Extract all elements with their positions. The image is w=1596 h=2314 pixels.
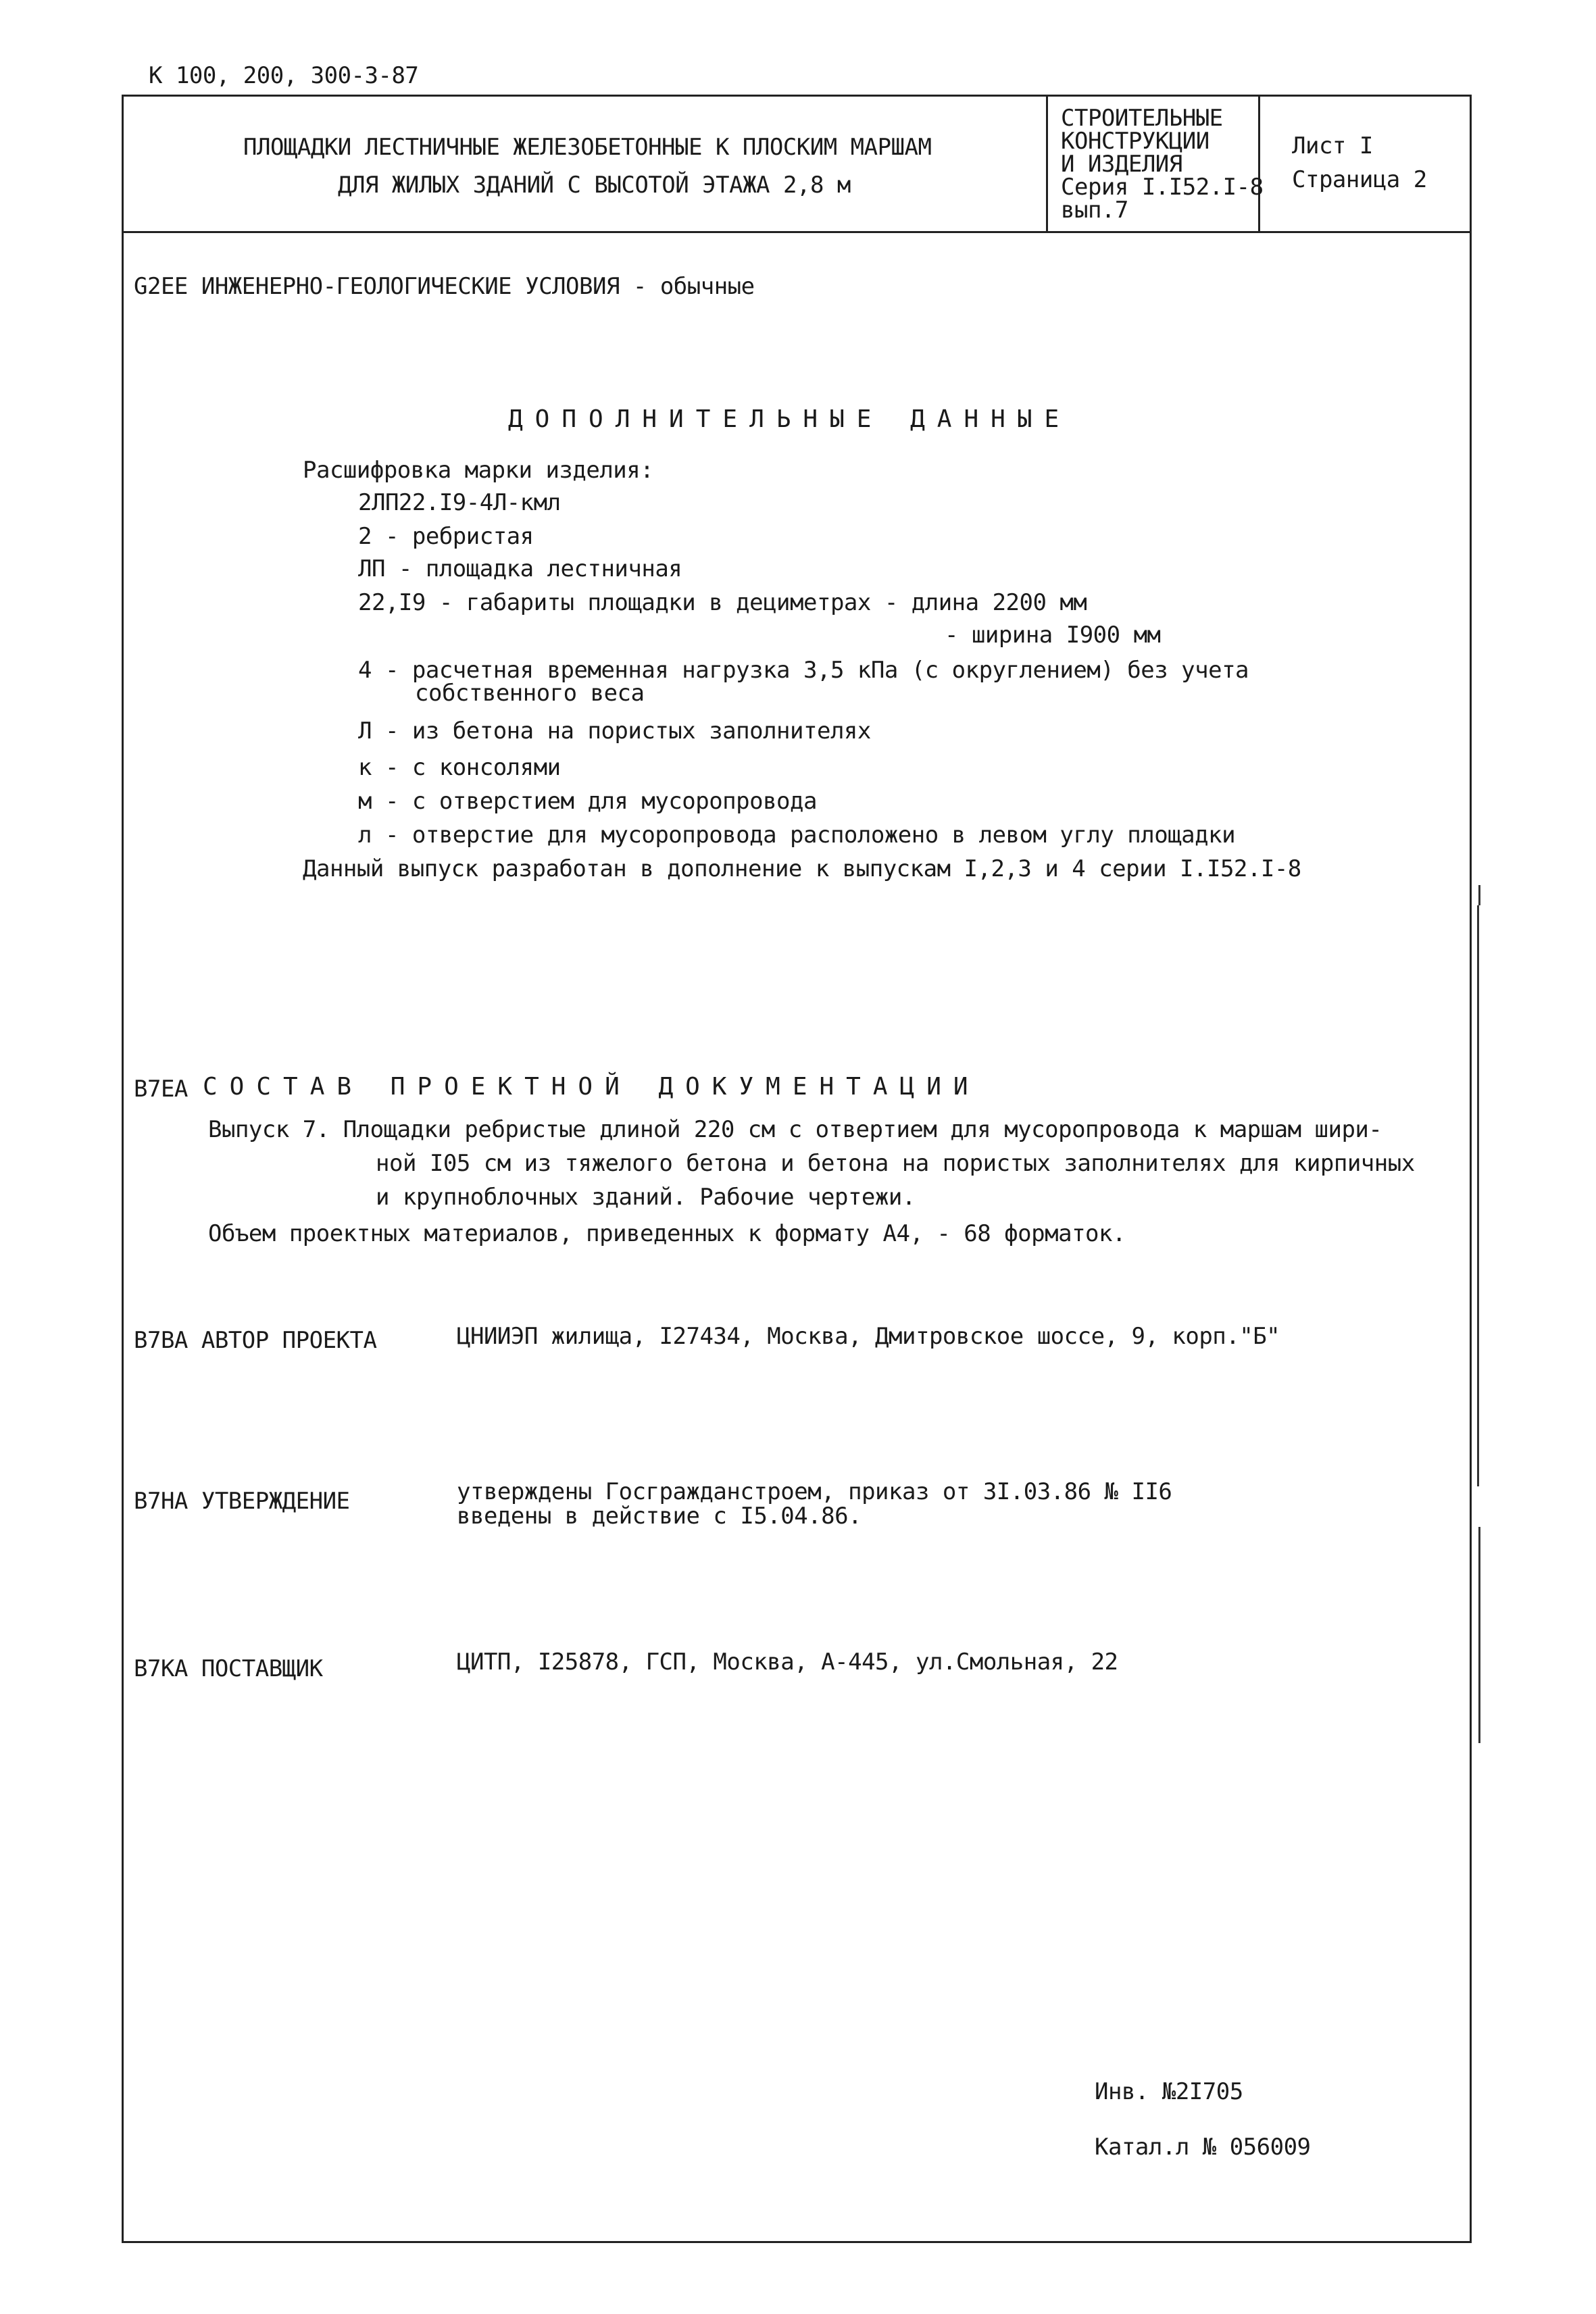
series-number: Серия I.I52.I-8 <box>1061 174 1264 201</box>
scan-edge-mark <box>1477 905 1479 1486</box>
mark-item: Л - из бетона на пористых заполнителях <box>358 718 871 745</box>
approval-line1: утверждены Госгражданстроем, приказ от 3I.03.86 № II6 <box>457 1478 1172 1505</box>
supplier-value: ЦИТП, I25878, ГСП, Москва, А-445, ул.Смольная, 22 <box>457 1649 1118 1676</box>
supplier-label: B7KA ПОСТАВЩИК <box>134 1655 323 1682</box>
mark-item: л - отверстие для мусоропровода расположено в левом углу площадки <box>358 822 1236 849</box>
catalog-number: Катал.л № 056009 <box>1095 2134 1311 2161</box>
mark-item: 22,I9 - габариты площадки в дециметрах - длина 2200 мм <box>358 589 1087 616</box>
issue-number: вып.7 <box>1061 197 1128 224</box>
scan-edge-mark <box>1478 1527 1480 1743</box>
header-divider-1 <box>1046 95 1048 232</box>
mark-item: м - с отверстием для мусоропровода <box>358 788 817 815</box>
composition-heading: СОСТАВ ПРОЕКТНОЙ ДОКУМЕНТАЦИИ <box>203 1073 980 1101</box>
composition-line1: Выпуск 7. Площадки ребристые длиной 220 см с отвертием для мусоропровода к маршам шири- <box>208 1116 1382 1143</box>
mark-item: 4 - расчетная временная нагрузка 3,5 кПа (с округлением) без учета <box>358 657 1249 684</box>
author-value: ЦНИИЭП жилища, I27434, Москва, Дмитровское шоссе, 9, корп."Б" <box>457 1323 1280 1350</box>
composition-code: B7EA <box>134 1076 188 1103</box>
document-code: К 100, 200, 300-3-87 <box>149 62 419 89</box>
category-line1: СТРОИТЕЛЬНЫЕ <box>1061 105 1223 132</box>
product-mark: 2ЛП22.I9-4Л-кмл <box>358 489 561 516</box>
mark-item: собственного веса <box>415 680 645 707</box>
mark-decoding-label: Расшифровка марки изделия: <box>303 457 654 484</box>
document-title-line2: ДЛЯ ЖИЛЫХ ЗДАНИЙ С ВЫСОТОЙ ЭТАЖА 2,8 м <box>338 172 851 199</box>
geo-conditions: G2EE ИНЖЕНЕРНО-ГЕОЛОГИЧЕСКИЕ УСЛОВИЯ - обычные <box>134 273 755 300</box>
approval-line2: введены в действие с I5.04.86. <box>457 1503 862 1530</box>
additional-data-heading: ДОПОЛНИТЕЛЬНЫЕ ДАННЫЕ <box>508 405 1072 433</box>
page-number: Страница 2 <box>1292 166 1427 193</box>
category-block <box>1061 107 1264 222</box>
inventory-number: Инв. №2I705 <box>1095 2078 1243 2105</box>
release-note: Данный выпуск разработан в дополнение к выпускам I,2,3 и 4 серии I.I52.I-8 <box>303 855 1301 882</box>
author-label: B7BA АВТОР ПРОЕКТА <box>134 1327 377 1354</box>
mark-item: 2 - ребристая <box>358 523 534 550</box>
composition-volume: Объем проектных материалов, приведенных к формату А4, - 68 форматок. <box>208 1220 1126 1247</box>
document-title-line1: ПЛОЩАДКИ ЛЕСТНИЧНЫЕ ЖЕЛЕЗОБЕТОННЫЕ К ПЛОСКИМ МАРШАМ <box>243 134 932 161</box>
scan-edge-mark <box>1478 885 1480 905</box>
header-bottom-rule <box>122 231 1472 233</box>
composition-line2: ной I05 см из тяжелого бетона и бетона на пористых заполнителях для кирпичных <box>376 1150 1415 1177</box>
category-line3: И ИЗДЕЛИЯ <box>1061 151 1182 178</box>
category-line2: КОНСТРУКЦИИ <box>1061 128 1210 155</box>
mark-item: к - с консолями <box>358 754 561 781</box>
mark-item: ЛП - площадка лестничная <box>358 555 682 582</box>
mark-item: - ширина I900 мм <box>945 622 1161 649</box>
composition-line3: и крупноблочных зданий. Рабочие чертежи. <box>376 1184 916 1211</box>
approval-label: B7HA УТВЕРЖДЕНИЕ <box>134 1488 350 1515</box>
sheet-number: Лист I <box>1292 132 1373 159</box>
